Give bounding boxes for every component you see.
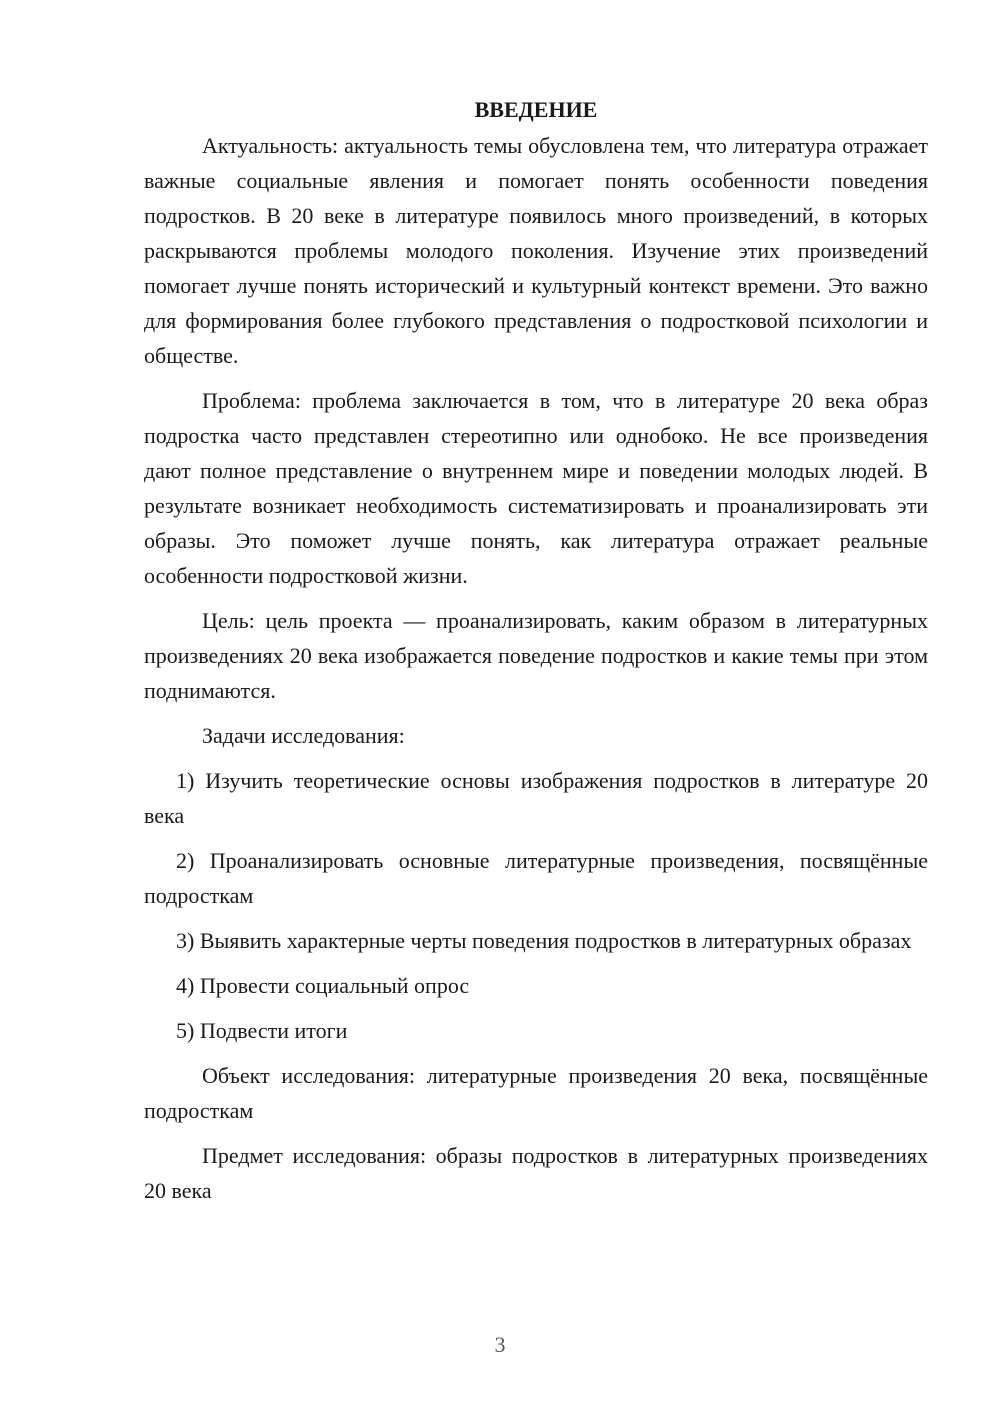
- page-number: 3: [494, 1332, 506, 1357]
- task-item-5: 5) Подвести итоги: [176, 1018, 348, 1043]
- object-paragraph: Объект исследования: литературные произведения 20 века, посвящённые подросткам: [144, 1063, 928, 1123]
- task-item-1: 1) Изучить теоретические основы изображения подростков в литературе 20 века: [144, 768, 928, 828]
- goal-paragraph: Цель: цель проекта — проанализировать, каким образом в литературных произведениях 20 века изображается поведение подростков и какие темы при этом поднимаются.: [144, 608, 928, 703]
- subject-paragraph: Предмет исследования: образы подростков в литературных произведениях 20 века: [144, 1143, 928, 1203]
- problem-paragraph: Проблема: проблема заключается в том, что в литературе 20 века образ подростка часто представлен стереотипно или однобоко. Не все произведения дают полное представление о внутреннем мире и поведении молодых людей. В результате возникает необходимость систематизировать и проанализировать эти образы. Это поможет лучше понять, как литература отражает реальные особенности подростковой жизни.: [144, 388, 928, 588]
- task-item-3: 3) Выявить характерные черты поведения подростков в литературных образах: [176, 928, 912, 953]
- task-item-2: 2) Проанализировать основные литературные произведения, посвящённые подросткам: [144, 848, 928, 908]
- document-page: [144, 92, 928, 1218]
- relevance-paragraph: Актуальность: актуальность темы обусловлена тем, что литература отражает важные социальные явления и помогает понять особенности поведения подростков. В 20 веке в литературе появилось много произведений, в которых раскрываются проблемы молодого поколения. Изучение этих произведений помогает лучше понять исторический и культурный контекст времени. Это важно для формирования более глубокого представления о подростковой психологии и обществе.: [144, 133, 928, 368]
- tasks-heading: Задачи исследования:: [202, 723, 405, 748]
- section-title: ВВЕДЕНИЕ: [474, 97, 598, 122]
- task-item-4: 4) Провести социальный опрос: [176, 973, 470, 998]
